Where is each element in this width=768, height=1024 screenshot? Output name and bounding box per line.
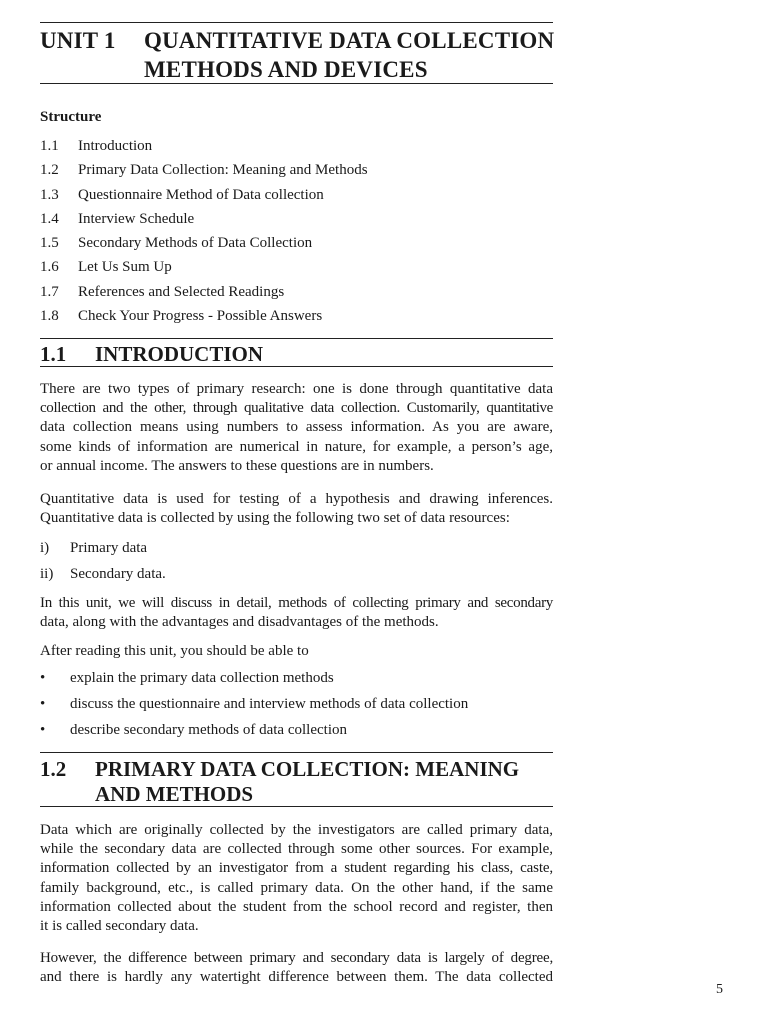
top-rule (40, 22, 553, 23)
toc-number: 1.6 (40, 259, 59, 276)
section-number: 1.2 (40, 757, 67, 781)
unit-title-line-2: METHODS AND DEVICES (144, 57, 428, 82)
section-1-2-top-rule (40, 752, 553, 753)
section-1-2-paragraph-2 (40, 949, 553, 987)
toc-number: 1.1 (40, 138, 59, 154)
text-line: There are two types of primary research: one is done through quantitative data (40, 381, 553, 397)
list-text: Primary data (70, 540, 148, 556)
section-1-2-paragraph-1 (40, 821, 553, 936)
text-line: some kinds of information are numerical in nature, for example, a person’s age, (40, 438, 553, 455)
text-line: and there is hardly any watertight difference between them. The data collected (40, 969, 553, 986)
section-title-line-2: AND METHODS (95, 782, 254, 806)
text-line: Quantitative data is collected by using the following two set of data resources: (40, 510, 510, 527)
text-line: collection and the other, through qualitative data collection. Customarily, quantitative (40, 400, 553, 417)
text-line: Quantitative data is used for testing of a hypothesis and drawing inferences. (40, 491, 553, 507)
unit-title-rule (40, 83, 553, 84)
intro-paragraph-1 (40, 380, 553, 476)
section-title: INTRODUCTION (95, 342, 264, 366)
toc-title: Check Your Progress - Possible Answers (78, 308, 323, 325)
page-number: 5 (716, 982, 723, 997)
unit-label: UNIT 1 (40, 28, 116, 53)
section-1-1-bottom-rule (40, 366, 553, 367)
bullet-text: explain the primary data collection methods (70, 670, 334, 686)
text-line: while the secondary data are collected through some other sources. For example, (40, 841, 553, 858)
bullet-icon: • (40, 670, 46, 686)
section-1-2-bottom-rule (40, 806, 553, 807)
toc-number: 1.5 (40, 235, 59, 252)
toc-title: References and Selected Readings (78, 283, 285, 300)
list-marker: i) (40, 540, 50, 556)
text-line: it is called secondary data. (40, 917, 199, 934)
list-text: Secondary data. (70, 566, 166, 582)
toc-number: 1.3 (40, 186, 59, 203)
bullet-text: discuss the questionnaire and interview methods of data collection (70, 696, 469, 712)
bullet-text: describe secondary methods of data collection (70, 722, 347, 738)
unit-title-line-1: QUANTITATIVE DATA COLLECTION (144, 28, 555, 53)
text-line: data, along with the advantages and disadvantages of the methods. (40, 614, 439, 631)
intro-paragraph-4: After reading this unit, you should be able to (40, 643, 309, 659)
intro-paragraph-3 (40, 594, 553, 632)
toc-title: Secondary Methods of Data Collection (78, 235, 313, 252)
toc-number: 1.4 (40, 210, 59, 227)
text-line: However, the difference between primary and secondary data is largely of degree, (40, 950, 553, 966)
toc-number: 1.7 (40, 283, 59, 300)
bullet-icon: • (40, 722, 46, 738)
intro-paragraph-2 (40, 490, 553, 528)
toc-title: Interview Schedule (78, 210, 195, 227)
toc-title: Questionnaire Method of Data collection (78, 186, 324, 203)
text-line: In this unit, we will discuss in detail, methods of collecting primary and secondary (40, 595, 553, 611)
text-line: information collected about the student from the school record and register, then (40, 898, 553, 915)
structure-heading: Structure (40, 109, 102, 125)
list-marker: ii) (40, 566, 54, 582)
text-line: data collection means using numbers to assess information. As you are aware, (40, 419, 553, 436)
section-title-line-1: PRIMARY DATA COLLECTION: MEANING (95, 757, 520, 781)
bullet-icon: • (40, 696, 46, 712)
toc-number: 1.2 (40, 162, 59, 179)
toc-title: Let Us Sum Up (78, 259, 172, 276)
text-line: information collected by an investigator from a student regarding his class, caste, (40, 860, 553, 877)
toc-title: Primary Data Collection: Meaning and Methods (78, 162, 368, 179)
text-line: family background, etc., is called primary data. On the other hand, if the same (40, 879, 553, 896)
section-number: 1.1 (40, 342, 67, 366)
text-line: or annual income. The answers to these questions are in numbers. (40, 457, 434, 474)
toc-number: 1.8 (40, 308, 59, 325)
section-1-1-top-rule (40, 338, 553, 339)
text-line: Data which are originally collected by the investigators are called primary data, (40, 822, 553, 838)
toc-title: Introduction (78, 138, 153, 154)
